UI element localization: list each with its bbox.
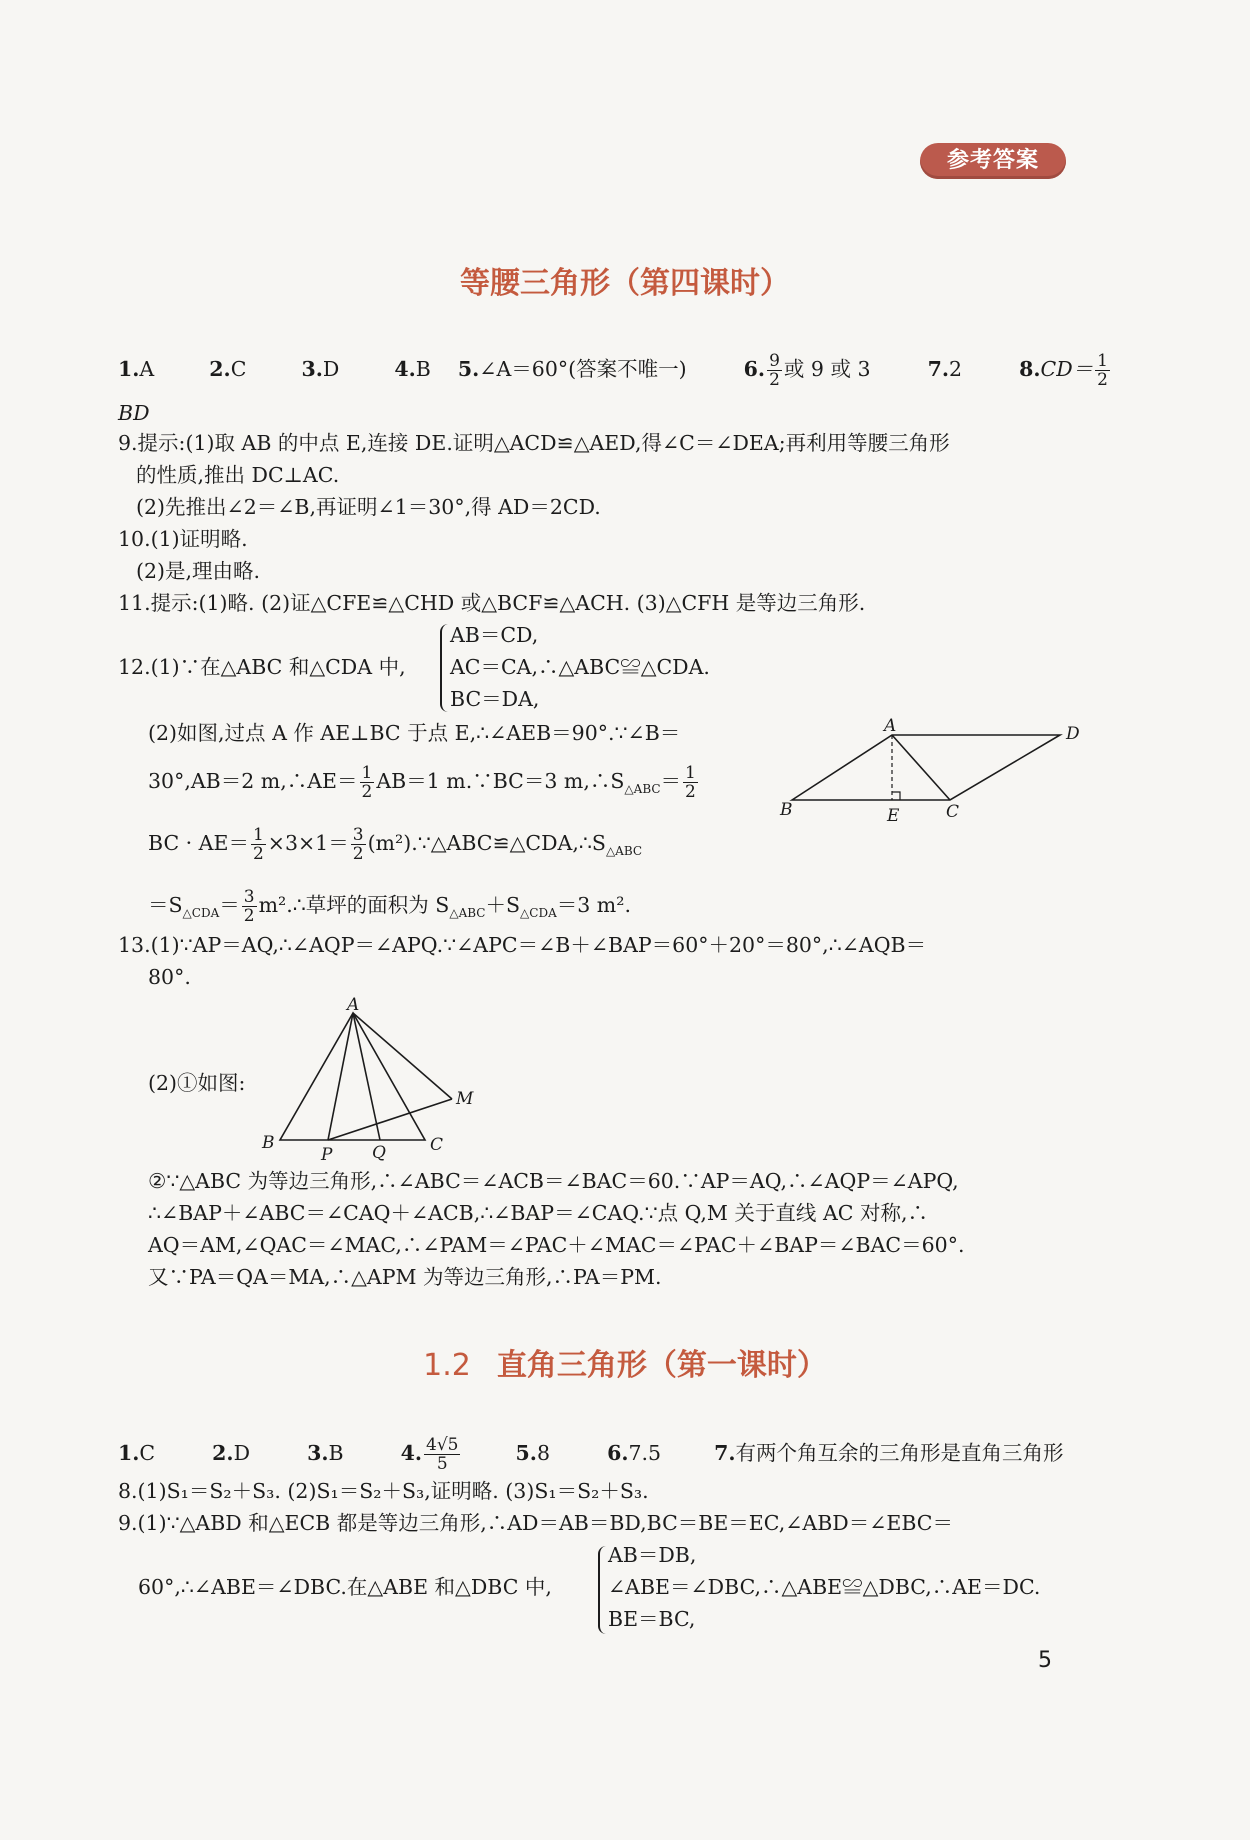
answers-row-2: 1.C 2.D 3.B 4. $\frac{4√5}{5}$ 5.8 6.7.5 7.有两个角互余的三角形是直角三角形 (118, 1435, 1064, 1474)
page-number: 5 (1038, 1648, 1052, 1673)
fig2-label-m: M (456, 1089, 474, 1109)
s2-q9-system-eq1: AB＝DB, (608, 1543, 697, 1567)
triangle-figure (260, 995, 480, 1170)
q11-line-1: 11.提示:(1)略. (2)证△CFE≌△CHD 或△BCF≌△ACH. (3)△CFH 是等边三角形. (118, 591, 866, 615)
fig2-label-a: A (347, 995, 360, 1015)
q12-system-eq3: BC＝DA, (450, 687, 540, 711)
fig1-label-d: D (1066, 724, 1080, 744)
fig1-label-e: E (887, 806, 900, 826)
q13-part2-label: (2)①如图: (148, 1071, 246, 1095)
answer-8-continuation: BD (118, 401, 150, 425)
fig2-label-b: B (262, 1133, 275, 1153)
fig2-label-c: C (430, 1135, 444, 1155)
q13-line-3: ②∵△ABC 为等边三角形,∴∠ABC＝∠ACB＝∠BAC＝60.∵AP＝AQ,∴∠AQP＝∠APQ, (148, 1169, 959, 1193)
section-title-isosceles: 等腰三角形（第四课时） (460, 266, 790, 301)
q9-line-3: (2)先推出∠2＝∠B,再证明∠1＝30°,得 AD＝2CD. (136, 495, 601, 519)
q13-line-6: 又∵PA＝QA＝MA,∴△APM 为等边三角形,∴PA＝PM. (148, 1265, 662, 1289)
s2-q8-line: 8.(1)S₁＝S₂＋S₃. (2)S₁＝S₂＋S₃,证明略. (3)S₁＝S₂＋S₃. (118, 1479, 649, 1503)
q12-part2-line-2: 30°,AB＝2 m,∴AE＝ $\frac{1}{2}$ AB＝1 m.∵BC＝3 $m,\therefore S_{\triangle ABC}=$ $\frac{1}{2}$ (148, 763, 696, 802)
reference-answers-badge: 参考答案 (920, 143, 1066, 179)
q10-line-2: (2)是,理由略. (136, 559, 261, 583)
s2-q9-system-eq3: BE＝BC, (608, 1607, 696, 1631)
q13-line-1: 13.(1)∵AP＝AQ,∴∠AQP＝∠APQ.∵∠APC＝∠B＋∠BAP＝60°＋20°＝80°,∴∠AQB＝ (118, 933, 927, 957)
q12-part2-line-3: BC · AE＝ $\frac{1}{2}$ ×3×1＝ $\frac{3}{2}$ $(m^2).\because\triangle ABC≌\triangle CDA,\therefore S_{\triangle ABC}$ (148, 825, 643, 864)
q13-line-5: AQ＝AM,∠QAC＝∠MAC,∴∠PAM＝∠PAC＋∠MAC＝∠PAC＋∠BAP＝∠BAC＝60°. (148, 1233, 965, 1257)
q12-lead: 12.(1)∵在△ABC 和△CDA 中, (118, 655, 406, 679)
q12-system-eq1: AB＝CD, (450, 623, 539, 647)
q12-part2-line-4: $=S_{\triangle CDA}=$ $\frac{3}{2}$ m².∴草坪的面积为 $S_{\triangle ABC}+S_{\triangle CDA}=3$ m². (148, 887, 631, 926)
fig2-label-p: P (321, 1145, 333, 1165)
q13-line-4: ∴∠BAP＋∠ABC＝∠CAQ＋∠ACB,∴∠BAP＝∠CAQ.∵点 Q,M 关于直线 AC 对称,∴ (148, 1201, 928, 1225)
s2-q9-line-1: 9.(1)∵△ABD 和△ECB 都是等边三角形,∴AD＝AB＝BD,BC＝BE＝EC,∠ABD＝∠EBC＝ (118, 1511, 953, 1535)
fig1-label-b: B (780, 800, 793, 820)
fig2-label-q: Q (372, 1143, 386, 1163)
fig1-label-a: A (884, 716, 897, 736)
s2-q9-system-eq2: ∠ABE＝∠DBC,∴△ABE≌△DBC,∴AE＝DC. (608, 1575, 1041, 1599)
q10-line-1: 10.(1)证明略. (118, 527, 248, 551)
section-title-right-triangle: 1.2 直角三角形（第一课时） (423, 1348, 827, 1383)
fig1-label-c: C (946, 802, 960, 822)
q9-line-1: 9.提示:(1)取 AB 的中点 E,连接 DE.证明△ACD≌△AED,得∠C＝∠DEA;再利用等腰三角形 (118, 431, 950, 455)
q9-line-2: 的性质,推出 DC⊥AC. (136, 463, 340, 487)
s2-q9-lead: 60°,∴∠ABE＝∠DBC.在△ABE 和△DBC 中, (138, 1575, 552, 1599)
q13-line-2: 80°. (148, 965, 191, 989)
answers-row-1: 1.A 2.C 3.D 4.B 5.∠A＝60°(答案不唯一) 6. $\frac{9}{2}$ 或 9 或 3 7.2 8.CD＝ $\frac{1}{2}$ (118, 351, 1108, 390)
q12-part2-line-1: (2)如图,过点 A 作 AE⊥BC 于点 E,∴∠AEB＝90°.∵∠B＝ (148, 721, 681, 745)
parallelogram-figure (780, 716, 1080, 835)
q12-system-eq2: AC＝CA,∴△ABC≌△CDA. (450, 655, 710, 679)
